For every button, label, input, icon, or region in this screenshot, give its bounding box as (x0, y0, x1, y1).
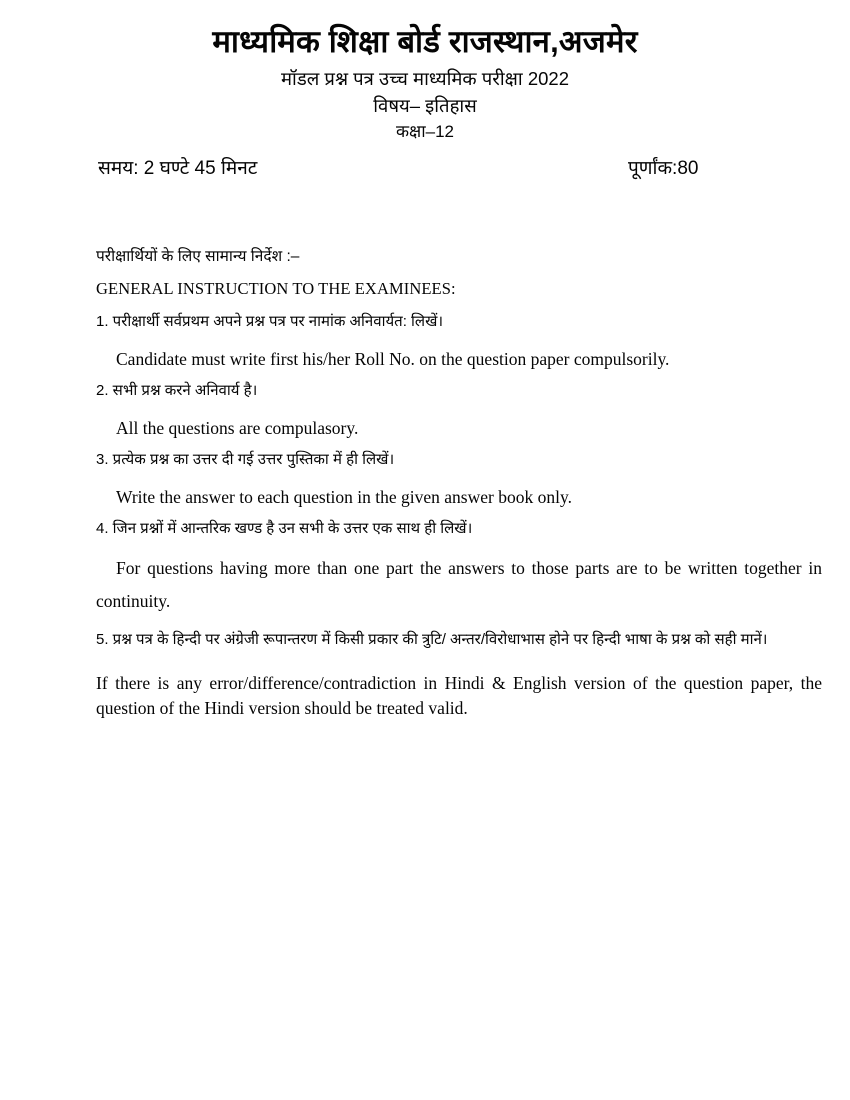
board-title: माध्यमिक शिक्षा बोर्ड राजस्थान,अजमेर (212, 24, 638, 59)
instruction-3-hindi: 3. प्रत्येक प्रश्न का उत्तर दी गई उत्तर पुस्तिका में ही लिखें। (96, 451, 395, 468)
instruction-2-hindi: 2. सभी प्रश्न करने अनिवार्य है। (96, 382, 258, 399)
instruction-1-hindi: 1. परीक्षार्थी सर्वप्रथम अपने प्रश्न पत्र पर नामांक अनिवार्यत: लिखें। (96, 313, 444, 330)
exam-meta-row (0, 156, 850, 184)
subject-line: विषय– इतिहास (373, 95, 477, 116)
class-line: कक्षा–12 (395, 122, 454, 141)
instruction-5-hindi: 5. प्रश्न पत्र के हिन्दी पर अंग्रेजी रूपान्तरण में किसी प्रकार की त्रुटि/ अन्तर/विरोधाभास होने पर हिन्दी भाषा के प्रश्न को सही मानें। (96, 631, 768, 648)
maximum-marks: पूर्णांक:80 (628, 158, 699, 179)
instructions-heading-english: GENERAL INSTRUCTION TO THE EXAMINEES: (96, 279, 456, 298)
instruction-4-hindi: 4. जिन प्रश्नों में आन्तरिक खण्ड है उन सभी के उत्तर एक साथ ही लिखें। (96, 520, 473, 537)
instruction-2-english: All the questions are compulasory. (116, 418, 359, 438)
instructions-heading-hindi: परीक्षार्थियों के लिए सामान्य निर्देश :– (96, 248, 300, 265)
instruction-1-english: Candidate must write first his/her Roll No. on the question paper compulsorily. (116, 349, 670, 369)
paper-subtitle: मॉडल प्रश्न पत्र उच्च माध्यमिक परीक्षा 2022 (280, 68, 569, 89)
exam-duration: समय: 2 घण्टे 45 मिनट (98, 158, 258, 179)
instruction-5-english: If there is any error/difference/contradiction in Hindi & English version of the question paper, the question of the Hindi version should be treated valid. (96, 673, 822, 718)
instruction-3-english: Write the answer to each question in the given answer book only. (116, 487, 572, 507)
general-instructions-block (96, 246, 822, 721)
instruction-4-english: For questions having more than one part the answers to those parts are to be written together in continuity. (96, 558, 822, 611)
document-header (0, 22, 850, 143)
